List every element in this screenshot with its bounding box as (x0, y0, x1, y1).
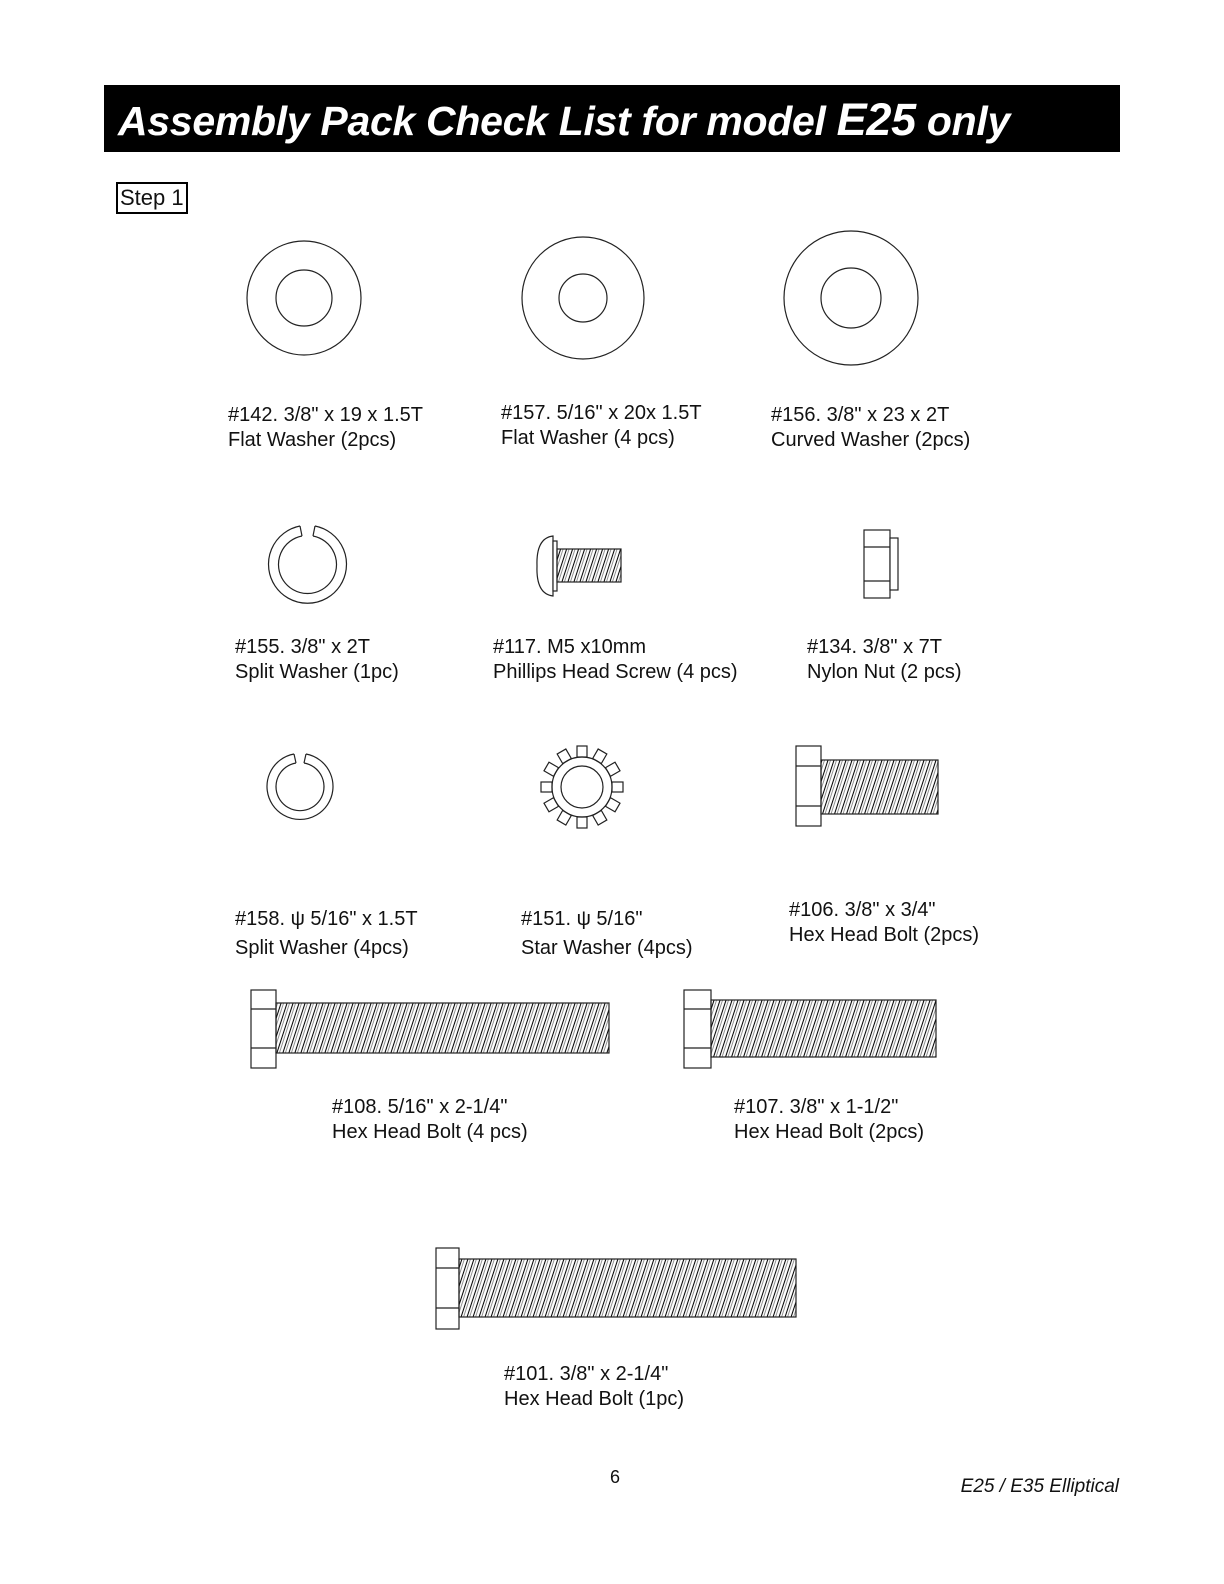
part-label-142 (228, 403, 423, 453)
part-label-158 (235, 905, 418, 963)
hex-bolt-icon (251, 990, 609, 1068)
step-label: Step 1 (116, 182, 188, 214)
part-spec: #107. 3/8" x 1-1/2" (734, 1096, 899, 1118)
part-name: Phillips Head Screw (4 pcs) (493, 661, 738, 683)
part-spec: #106. 3/8" x 3/4" (789, 899, 936, 921)
part-spec: #158. ψ 5/16" x 1.5T (235, 908, 418, 930)
part-name: Flat Washer (2pcs) (228, 429, 397, 451)
title-suffix: only (926, 98, 1011, 144)
part-label-134 (807, 635, 962, 685)
part-label-156 (771, 403, 970, 453)
hex-bolt-icon (684, 990, 936, 1068)
star-washer-icon (541, 746, 623, 828)
part-name: Hex Head Bolt (2pcs) (734, 1121, 925, 1143)
part-name: Flat Washer (4 pcs) (501, 427, 675, 449)
part-spec: #151. ψ 5/16" (521, 908, 643, 930)
flat-washer-icon (522, 237, 644, 359)
title-prefix: Assembly Pack Check List for model (118, 98, 826, 144)
curved-washer-icon (784, 231, 918, 365)
part-label-155 (235, 635, 399, 685)
split-washer-icon (267, 754, 333, 819)
part-spec: #108. 5/16" x 2-1/4" (332, 1096, 508, 1118)
title-model: E25 (836, 94, 916, 145)
footer-model-text: E25 / E35 Elliptical (960, 1476, 1119, 1497)
part-label-106 (789, 898, 979, 948)
part-label-108 (332, 1095, 528, 1145)
part-name: Split Washer (1pc) (235, 661, 399, 683)
flat-washer-icon (247, 241, 361, 355)
part-spec: #101. 3/8" x 2-1/4" (504, 1363, 669, 1385)
part-spec: #134. 3/8" x 7T (807, 636, 942, 658)
part-spec: #155. 3/8" x 2T (235, 636, 370, 658)
hex-bolt-icon (796, 746, 938, 826)
part-label-101 (504, 1362, 684, 1412)
part-label-107 (734, 1095, 924, 1145)
nylon-nut-icon (864, 530, 898, 598)
page-number: 6 (610, 1467, 621, 1487)
part-spec: #157. 5/16" x 20x 1.5T (501, 402, 702, 424)
part-label-157 (501, 401, 702, 451)
part-name: Hex Head Bolt (2pcs) (789, 924, 980, 946)
part-name: Hex Head Bolt (1pc) (504, 1388, 685, 1410)
split-washer-icon (269, 526, 347, 603)
phillips-screw-icon (537, 536, 621, 596)
part-spec: #117. M5 x10mm (493, 636, 647, 658)
part-label-117 (493, 635, 738, 685)
part-name: Curved Washer (2pcs) (771, 429, 971, 451)
part-spec: #142. 3/8" x 19 x 1.5T (228, 404, 423, 426)
hex-bolt-icon (436, 1248, 796, 1329)
part-name: Star Washer (4pcs) (521, 937, 693, 959)
part-name: Hex Head Bolt (4 pcs) (332, 1121, 528, 1143)
part-name: Nylon Nut (2 pcs) (807, 661, 962, 683)
part-name: Split Washer (4pcs) (235, 937, 409, 959)
part-spec: #156. 3/8" x 23 x 2T (771, 404, 950, 426)
part-label-151 (521, 905, 693, 963)
